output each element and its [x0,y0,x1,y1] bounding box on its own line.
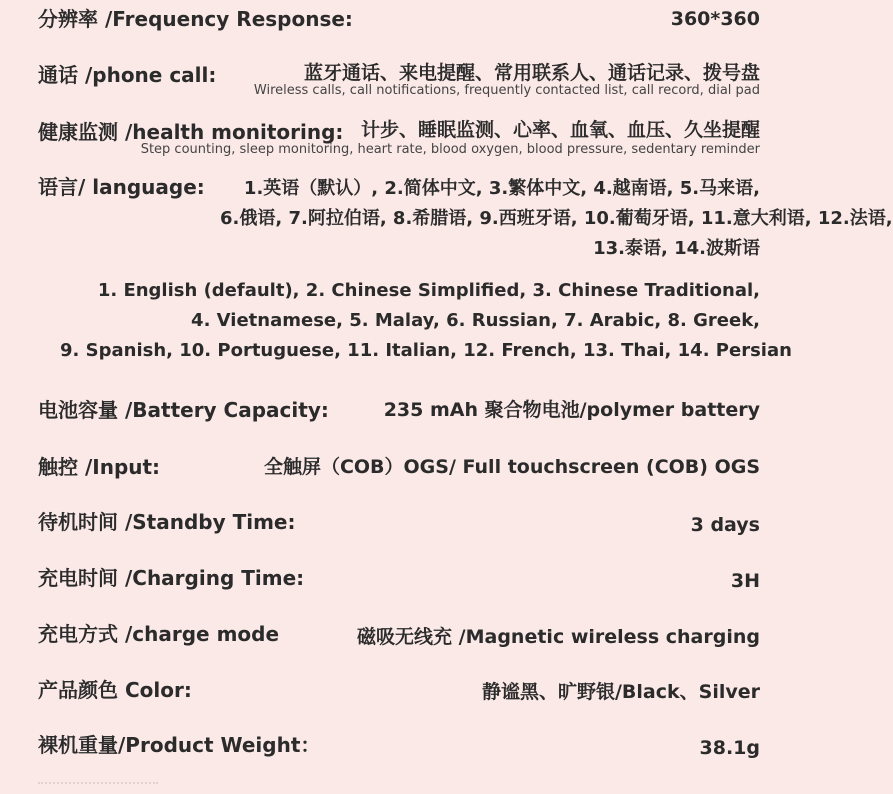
spec-label: 健康监测 /health monitoring: [38,120,344,144]
spec-label: 裸机重量/Product Weight： [38,733,321,757]
language-line: 9. Spanish, 10. Portuguese, 11. Italian, 12. French, 13. Thai, 14. Persian [60,340,792,361]
spec-value: 磁吸无线充 /Magnetic wireless charging [357,626,760,648]
spec-value: 计步、睡眠监测、心率、血氧、血压、久坐提醒 [360,119,760,141]
language-line: 4. Vietnamese, 5. Malay, 6. Russian, 7. Arabic, 8. Greek, [191,310,760,331]
language-line: 6.俄语, 7.阿拉伯语, 8.希腊语, 9.西班牙语, 10.葡萄牙语, 11.意大利语, 12.法语, [220,208,893,229]
spec-value: 235 mAh 聚合物电池/polymer battery [383,399,760,421]
spec-subtext: Step counting, sleep monitoring, heart rate, blood oxygen, blood pressure, sedentary reminder [140,142,760,157]
spec-label: 充电时间 /Charging Time: [38,566,305,590]
language-list-chinese [220,174,893,264]
spec-value: 38.1g [699,737,760,759]
cropped-next-row [38,782,158,794]
spec-value: 静谧黑、旷野银/Black、Silver [481,681,760,703]
spec-label: 触控 /Input: [38,455,161,479]
spec-label: 电池容量 /Battery Capacity: [38,398,329,422]
spec-label: 产品颜色 Color: [38,678,192,702]
spec-label: 通话 /phone call: [38,63,217,87]
spec-label: 待机时间 /Standby Time: [38,510,296,534]
language-list-english [60,276,792,366]
spec-value: 全触屏（COB）OGS/ Full touchscreen (COB) OGS [263,456,760,478]
spec-label: 语言/ language: [38,175,205,199]
spec-label: 充电方式 /charge mode [38,622,280,646]
spec-value: 360*360 [670,8,760,30]
spec-label: 分辨率 /Frequency Response: [38,7,353,31]
spec-value: 蓝牙通话、来电提醒、常用联系人、通话记录、拨号盘 [303,62,760,84]
language-line: 1.英语（默认）, 2.简体中文, 3.繁体中文, 4.越南语, 5.马来语, [243,178,760,199]
language-line: 13.泰语, 14.波斯语 [593,238,760,259]
spec-value: 3 days [690,514,760,536]
spec-value: 3H [730,570,760,592]
language-line: 1. English (default), 2. Chinese Simplified, 3. Chinese Traditional, [97,280,760,301]
spec-subtext: Wireless calls, call notifications, frequently contacted list, call record, dial pad [253,83,760,98]
